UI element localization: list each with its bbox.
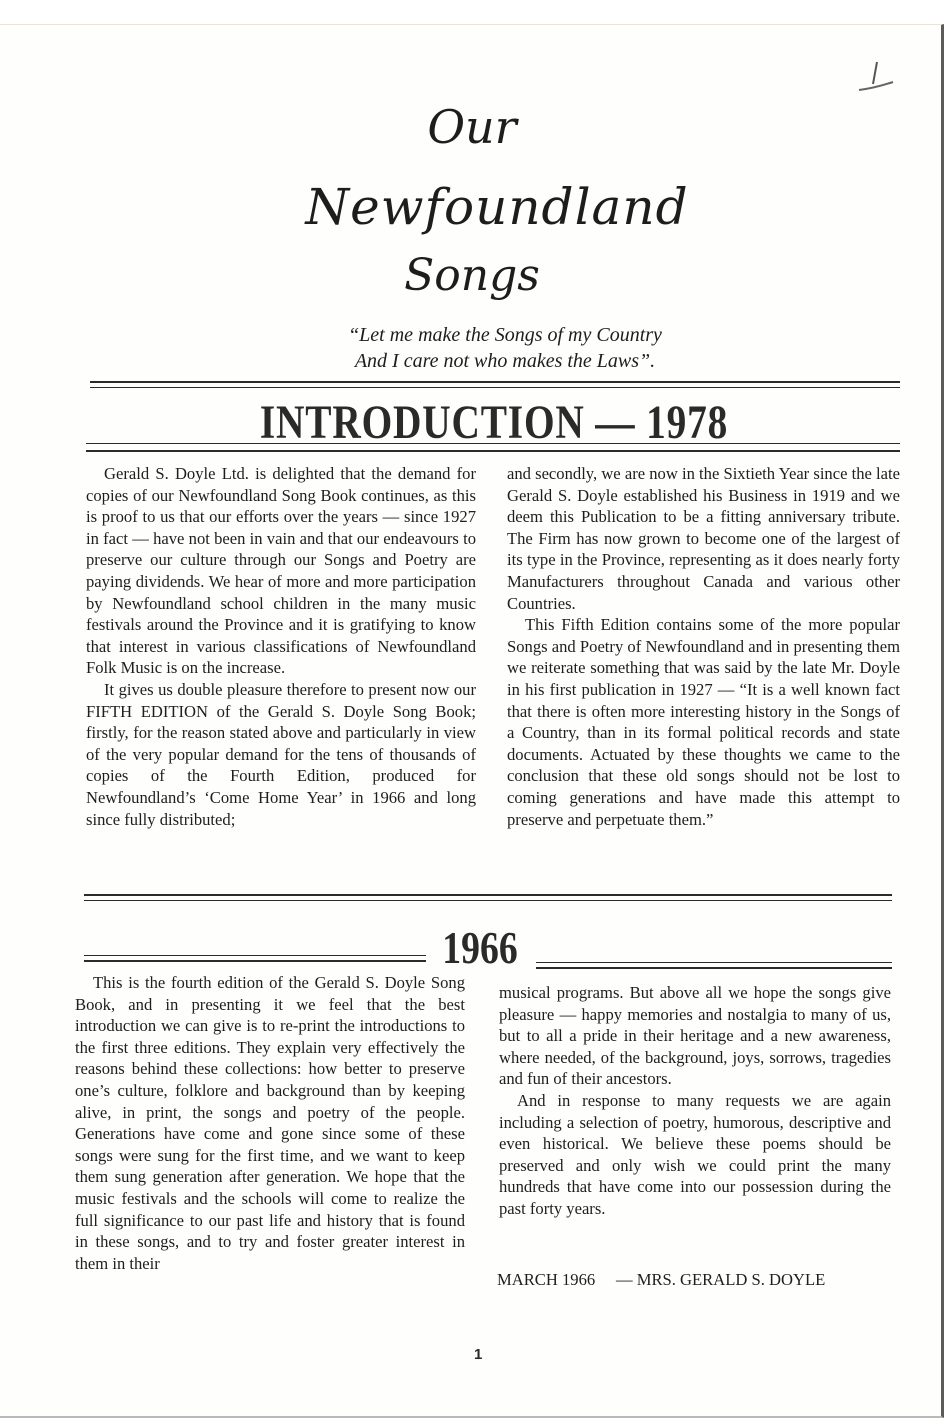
divider-rule xyxy=(84,955,426,956)
signature-name: — MRS. GERALD S. DOYLE xyxy=(615,1270,826,1289)
paragraph: musical programs. But above all we hope the songs give pleasure — happy memories and nostalgia to many of us, but to all a pride in their heritage and a new awareness, where needed, of the background, joys, sorrows, tragedies and fun of their ancestors. xyxy=(499,983,891,1089)
title-line-newfoundland: Newfoundland xyxy=(305,178,689,236)
divider-rule xyxy=(84,894,892,896)
section-heading-1978: INTRODUCTION — 1978 xyxy=(259,396,729,449)
title-line-our: Our xyxy=(427,100,517,154)
section-heading-1966: 1966 xyxy=(442,922,518,973)
paragraph: And in response to many requests we are again including a selection of poetry, humorous, descriptive and even historical. We believe these poems should be preserved and only wish we could print the many hundreds that have come into our possession during the past forty years. xyxy=(499,1090,891,1218)
paragraph: It gives us double pleasure therefore to present now our FIFTH EDITION of the Gerald S. Doyle Song Book; firstly, for the reason stated above and particularly in view of the very popular demand for the tens of thousands of copies of the Fourth Edition, produced for Newfoundland’s ‘Come Home Year’ in 1966 and long since fully distributed; xyxy=(86,679,476,829)
divider-rule xyxy=(90,387,900,388)
paragraph: and secondly, we are now in the Sixtieth Year since the late Gerald S. Doyle established his Business in 1919 and we deem this Publication to be a fitting anniversary tribute. The Firm has now grown to become one of the largest of its type in the Province, representing as it does nearly forty Manufacturers throughout Canada and various other Countries. xyxy=(507,464,900,613)
signature-date: MARCH 1966 xyxy=(497,1270,596,1289)
divider-rule xyxy=(84,960,426,962)
paragraph: This is the fourth edition of the Gerald S. Doyle Song Book, and in presenting it we feel that the best introduction we can give is to re-print the introductions to the first three editions. They explain very effectively the reasons behind these collections: how better to preserve one’s culture, folklore and background than by keeping alive, in print, the songs and poetry of the people. Generations have come and gone since some of these songs were sung for the first time, and we want to keep them sung generation after generation. We hope that the music festivals and the schools will come to realize the full significance to our past life and history that is found in these songs, and to try and foster greater interest in them in their xyxy=(75,973,465,1273)
motto-line-2: And I care not who makes the Laws”. xyxy=(354,350,656,372)
title-line-songs: Songs xyxy=(404,250,540,301)
paragraph: Gerald S. Doyle Ltd. is delighted that the demand for copies of our Newfoundland Song Book continues, as this is proof to us that our efforts over the years — since 1927 in fact — have not been in vain and that our endeavours to preserve our culture through our Songs and Poetry are paying dividends. We hear of more and more participation by Newfoundland school children in the many music festivals around the Province and it is gratifying to know that interest in various classifications of Newfoundland Folk Music is on the increase. xyxy=(86,464,476,678)
motto-quote xyxy=(0,322,949,374)
paragraph: This Fifth Edition contains some of the more popular Songs and Poetry of Newfoundland and in presenting them we reiterate something that was said by the late Mr. Doyle in his first publication in 1927 — “It is a well known fact that there is often more interesting history in the Songs of a Country, than in its formal political records and state documents. Actuated by these thoughts we came to the conclusion that these old songs should not be lost to coming generations and have made this attempt to preserve and perpetuate them.” xyxy=(507,615,900,829)
divider-rule xyxy=(84,900,892,901)
intro-1978-right-column xyxy=(507,463,900,830)
intro-1966-left-column xyxy=(75,972,465,1274)
page-number: 1 xyxy=(474,1346,483,1363)
signature-line xyxy=(497,1270,897,1290)
handwritten-page-mark-icon xyxy=(855,58,895,98)
divider-rule xyxy=(90,381,900,383)
divider-rule xyxy=(536,967,892,969)
intro-1978-left-column xyxy=(86,463,476,830)
motto-line-1: “Let me make the Songs of my Country xyxy=(348,324,662,346)
intro-1966-right-column xyxy=(499,982,891,1220)
divider-rule xyxy=(536,962,892,963)
